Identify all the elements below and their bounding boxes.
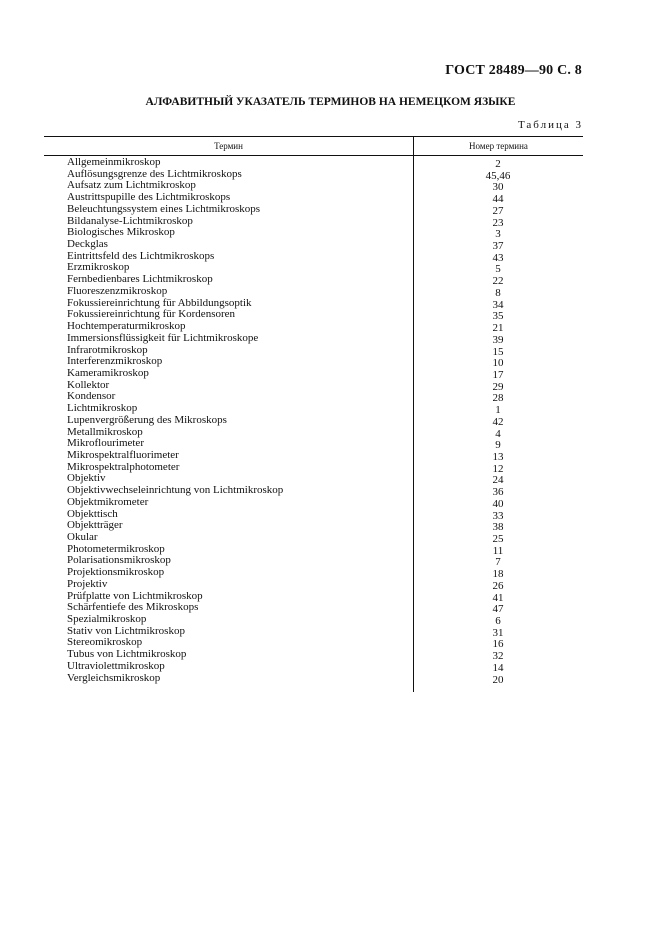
table-row: [67, 157, 583, 169]
term-cell: Biologisches Mikroskop: [67, 226, 175, 239]
term-number-cell: 24: [492, 474, 504, 487]
table-top-rule: [44, 136, 583, 137]
table-row: [67, 567, 583, 579]
term-cell: Hochtemperaturmikroskop: [67, 320, 186, 333]
term-cell: Objekttisch: [67, 507, 118, 520]
column-header-number: Номер термина: [469, 141, 528, 151]
term-cell: Fokussiereinrichtung für Abbildungsoptik: [67, 296, 252, 309]
table-row: [67, 204, 583, 216]
table-row: [67, 626, 583, 638]
term-number-cell: 28: [492, 392, 504, 405]
term-number-cell: 6: [495, 615, 501, 628]
term-number-cell: 10: [492, 357, 504, 370]
table-row: [67, 509, 583, 521]
table-body: [67, 157, 583, 684]
table-row: [67, 380, 583, 392]
table-row: [67, 532, 583, 544]
table-row: [67, 450, 583, 462]
term-cell: Fluoreszenzmikroskop: [67, 284, 168, 297]
term-number-cell: 2: [495, 158, 501, 170]
term-cell: Interferenzmikroskop: [67, 355, 163, 368]
term-cell: Prüfplatte von Lichtmikroskop: [67, 589, 203, 602]
term-number-cell: 31: [492, 626, 504, 639]
term-cell: Metallmikroskop: [67, 425, 143, 438]
term-number-cell: 44: [492, 193, 504, 206]
term-cell: Objektiv: [67, 472, 106, 485]
table-caption: Таблица 3: [517, 119, 583, 131]
term-number-cell: 7: [495, 556, 501, 569]
table-row: [67, 368, 583, 380]
term-number-cell: 1: [495, 404, 501, 417]
term-cell: Projektionsmikroskop: [67, 566, 165, 579]
term-number-cell: 37: [492, 240, 504, 253]
term-number-cell: 42: [492, 415, 504, 428]
term-cell: Stativ von Lichtmikroskop: [67, 624, 185, 637]
term-cell: Aufsatz zum Lichtmikroskop: [67, 179, 196, 192]
table-row: [67, 415, 583, 427]
table-row: [67, 614, 583, 626]
term-cell: Polarisationsmikroskop: [67, 554, 171, 567]
term-cell: Infrarotmikroskop: [67, 343, 148, 356]
term-number-cell: 11: [492, 544, 504, 557]
column-header-term: Термин: [214, 141, 243, 151]
term-number-cell: 41: [492, 591, 504, 604]
term-number-cell: 45,46: [485, 169, 511, 182]
document-title: АЛФАВИТНЫЙ УКАЗАТЕЛЬ ТЕРМИНОВ НА НЕМЕЦКОМ ЯЗЫКЕ: [145, 96, 516, 108]
term-number-cell: 13: [492, 450, 504, 463]
term-number-cell: 23: [492, 216, 504, 229]
term-cell: Photometermikroskop: [67, 542, 165, 555]
term-number-cell: 14: [492, 661, 504, 674]
term-cell: Kondensor: [67, 390, 116, 403]
term-number-cell: 43: [492, 251, 504, 264]
term-cell: Allgemeinmikroskop: [67, 156, 161, 168]
term-number-cell: 30: [492, 181, 504, 194]
term-cell: Auflösungsgrenze des Lichtmikroskops: [67, 167, 242, 180]
term-number-cell: 29: [492, 380, 504, 393]
term-number-cell: 36: [492, 486, 504, 499]
term-cell: Deckglas: [67, 238, 108, 251]
term-cell: Erzmikroskop: [67, 261, 130, 274]
term-number-cell: 18: [492, 568, 504, 581]
table-row: [67, 239, 583, 251]
table-row: [67, 391, 583, 403]
term-number-cell: 5: [495, 263, 501, 276]
table-row: [67, 427, 583, 439]
document-header: ГОСТ 28489—90 С. 8: [445, 63, 582, 78]
term-number-cell: 8: [495, 286, 501, 299]
term-cell: Schärfentiefe des Mikroskops: [67, 601, 199, 614]
term-cell: Okular: [67, 531, 98, 543]
table-row: [67, 673, 583, 685]
term-cell: Ultraviolettmikroskop: [67, 659, 165, 672]
term-number-cell: 4: [495, 427, 501, 440]
table-row: [67, 462, 583, 474]
term-number-cell: 25: [492, 533, 504, 545]
table-row: [67, 286, 583, 298]
term-cell: Mikrospektralfluorimeter: [67, 448, 179, 461]
term-cell: Lupenvergrößerung des Mikroskops: [67, 413, 227, 426]
term-cell: Objektträger: [67, 519, 123, 532]
table-row: [67, 579, 583, 591]
term-number-cell: 38: [492, 521, 504, 534]
term-cell: Spezialmikroskop: [67, 613, 147, 626]
term-cell: Kameramikroskop: [67, 366, 149, 379]
table-row: [67, 333, 583, 345]
term-cell: Vergleichsmikroskop: [67, 671, 161, 684]
term-number-cell: 20: [492, 673, 504, 686]
term-cell: Kollektor: [67, 378, 110, 391]
term-cell: Tubus von Lichtmikroskop: [67, 648, 187, 661]
term-cell: Lichtmikroskop: [67, 402, 138, 415]
table-row: [67, 661, 583, 673]
table-row: [67, 520, 583, 532]
table-row: [67, 497, 583, 509]
term-number-cell: 26: [492, 579, 504, 592]
term-cell: Objektmikrometer: [67, 495, 149, 508]
term-cell: Projektiv: [67, 577, 108, 590]
term-number-cell: 27: [492, 204, 504, 217]
table-row: [67, 227, 583, 239]
term-number-cell: 22: [492, 275, 504, 288]
term-cell: Immersionsflüssigkeit für Lichtmikroskope: [67, 331, 259, 344]
term-number-cell: 21: [492, 322, 504, 335]
term-number-cell: 3: [495, 228, 501, 241]
table-row: [67, 251, 583, 263]
term-cell: Objektivwechseleinrichtung von Lichtmikroskop: [67, 484, 284, 497]
term-number-cell: 12: [492, 462, 504, 475]
term-number-cell: 32: [492, 650, 504, 663]
term-number-cell: 34: [492, 298, 504, 311]
term-number-cell: 35: [492, 310, 504, 323]
term-number-cell: 15: [492, 345, 504, 358]
term-number-cell: 47: [492, 603, 504, 616]
term-number-cell: 9: [495, 439, 501, 452]
term-number-cell: 39: [492, 333, 504, 346]
term-cell: Austrittspupille des Lichtmikroskops: [67, 191, 231, 204]
term-number-cell: 17: [492, 368, 504, 381]
term-cell: Eintrittsfeld des Lichtmikroskops: [67, 249, 215, 262]
term-cell: Fokussiereinrichtung für Kordensoren: [67, 308, 236, 321]
term-number-cell: 40: [492, 497, 504, 510]
term-cell: Stereomikroskop: [67, 636, 143, 649]
term-number-cell: 33: [492, 509, 504, 522]
term-cell: Mikrospektralphotometer: [67, 460, 180, 473]
term-cell: Bildanalyse-Lichtmikroskop: [67, 214, 193, 227]
term-number-cell: 16: [492, 638, 504, 651]
term-cell: Fernbedienbares Lichtmikroskop: [67, 273, 213, 286]
term-cell: Mikroflourimeter: [67, 437, 144, 450]
term-cell: Beleuchtungssystem eines Lichtmikroskops: [67, 202, 261, 215]
